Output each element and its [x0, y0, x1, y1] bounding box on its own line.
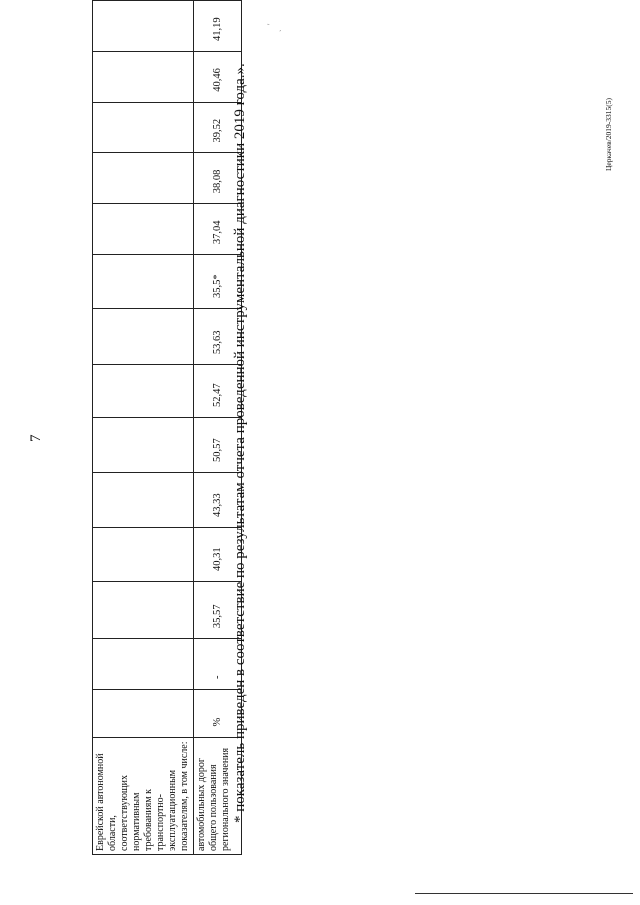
table-cell — [93, 689, 194, 737]
value-cell: 53,63 — [194, 309, 242, 365]
scan-mark: ˎ — [272, 29, 281, 32]
value-cell: 52,47 — [194, 365, 242, 418]
table-cell — [93, 309, 194, 365]
indicator-table — [92, 0, 242, 855]
page-number: 7 — [28, 434, 44, 442]
value-cell: 38,08 — [194, 153, 242, 204]
table-cell — [93, 204, 194, 255]
unit-cell: % — [194, 689, 242, 737]
row-label-cell: автомобильных дорог общего пользования регионального значения — [194, 737, 242, 854]
value-cell: 50,57 — [194, 418, 242, 473]
table-cell — [93, 639, 194, 690]
table-cell — [93, 418, 194, 473]
table-cell — [93, 365, 194, 418]
value-cell: 35,57 — [194, 582, 242, 639]
document-code: Церкачев/2019-3315(5) — [604, 97, 613, 171]
value-cell: 37,04 — [194, 204, 242, 255]
table-cell — [93, 153, 194, 204]
table-cell — [93, 102, 194, 153]
bottom-rule — [415, 893, 633, 894]
scan-mark: ' — [266, 23, 275, 25]
table-cell — [93, 51, 194, 102]
value-cell: 35,5* — [194, 255, 242, 309]
table-cell — [93, 1, 194, 52]
value-cell: 41,19 — [194, 1, 242, 52]
value-cell: 40,31 — [194, 528, 242, 582]
value-cell: 40,46 — [194, 51, 242, 102]
value-cell: 43,33 — [194, 473, 242, 528]
table-cell — [93, 582, 194, 639]
table-cell — [93, 473, 194, 528]
value-cell: 39,52 — [194, 102, 242, 153]
table-cell — [93, 528, 194, 582]
table-cell — [93, 255, 194, 309]
value-cell: - — [194, 639, 242, 690]
footnote: * показатель приведен в соответствие по результатам отчета проведенной инструментальной диагностики 2019 года.». — [232, 63, 248, 823]
table-header-row — [93, 1, 194, 855]
header-label-cell: Еврейской автономной области, соответствующих нормативным требованиям к транспортно-эксплуатационным показателям, в том числе: — [93, 737, 194, 854]
